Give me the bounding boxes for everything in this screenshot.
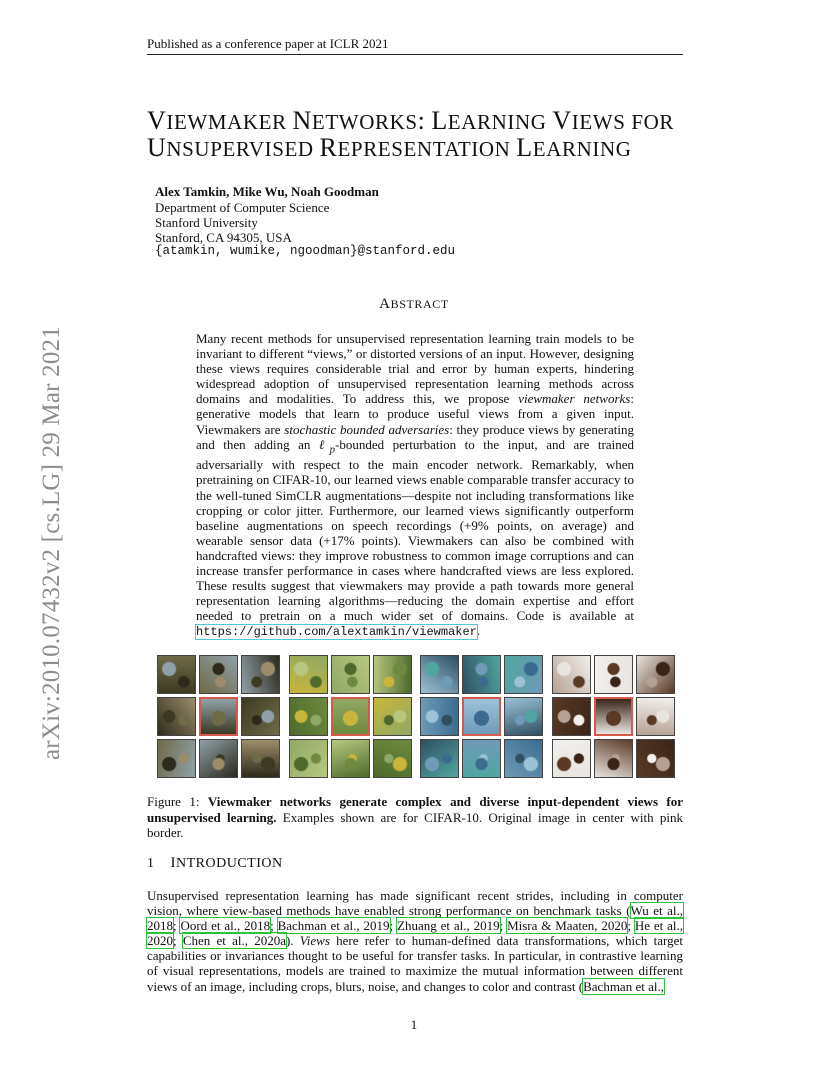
paper-title-line-1: VIEWMAKER NETWORKS: LEARNING VIEWS FOR bbox=[147, 106, 674, 135]
figure-view-ostrich bbox=[157, 655, 196, 694]
figure-view-horse bbox=[552, 655, 591, 694]
figure-view-airplane bbox=[462, 739, 501, 778]
citation-link[interactable]: Bachman et al., 2019 bbox=[277, 918, 390, 934]
term-stochastic-bounded-adversaries: stochastic bounded adversaries bbox=[284, 421, 450, 437]
figure-original-airplane bbox=[462, 697, 501, 736]
figure-view-horse bbox=[636, 655, 675, 694]
figure-view-airplane bbox=[462, 655, 501, 694]
figure-view-ostrich bbox=[157, 697, 196, 736]
figure-view-horse bbox=[552, 697, 591, 736]
figure-original-ostrich bbox=[199, 697, 238, 736]
citation-link[interactable]: Bachman et al., bbox=[583, 978, 664, 994]
page-number: 1 bbox=[410, 1017, 418, 1032]
figure-view-horse bbox=[552, 739, 591, 778]
figure-view-horse bbox=[594, 655, 633, 694]
figure-view-airplane bbox=[420, 655, 459, 694]
author-emails[interactable]: {atamkin, wumike, ngoodman}@stanford.edu bbox=[155, 244, 456, 258]
citation-link[interactable]: Wu et al., 2018 bbox=[147, 903, 684, 934]
affiliation-university: Stanford University bbox=[155, 215, 258, 230]
figure-view-bird bbox=[373, 697, 412, 736]
figure-view-ostrich bbox=[241, 739, 280, 778]
citation-link[interactable]: He et al., 2020 bbox=[147, 918, 683, 949]
figure-view-ostrich bbox=[199, 655, 238, 694]
citation-link[interactable]: Oord et al., 2018 bbox=[180, 918, 271, 934]
figure-view-ostrich bbox=[241, 655, 280, 694]
affiliation-location: Stanford, CA 94305, USA bbox=[155, 230, 292, 245]
running-head: Published as a conference paper at ICLR 2021 bbox=[147, 36, 389, 51]
abstract-heading: ABSTRACT bbox=[379, 296, 449, 312]
figure-view-airplane bbox=[420, 739, 459, 778]
figure-view-horse bbox=[636, 697, 675, 736]
author-names: Alex Tamkin, Mike Wu, Noah Goodman bbox=[155, 184, 379, 199]
figure-view-airplane bbox=[504, 697, 543, 736]
introduction-body: Unsupervised representation learning has made significant recent strides, including in computer vision, where view-based methods have enabled strong performance on benchmark tasks (Wu et al., 2018; Oord et al., 2018; Bachman et al., 2019; Zhuang et al., 2019; Misra & Maaten, 2020; He et al., 2020; Chen et al., 2020a). Views here refer to human-defined data transformations, which target capabilities or invariances thought to be useful for transfer tasks. In particular, in contrastive learning of visual representations, models are trained to maximize the mutual information between different views of an image, including crops, blurs, noise, and changes to color and contrast (Bachman et al., bbox=[147, 888, 684, 994]
figure-view-bird bbox=[289, 655, 328, 694]
section-heading-introduction: 1 INTRODUCTION bbox=[147, 855, 283, 871]
affiliation-department: Department of Computer Science bbox=[155, 200, 330, 215]
figure-view-bird bbox=[331, 655, 370, 694]
figure-view-bird bbox=[331, 739, 370, 778]
figure-view-bird bbox=[289, 739, 328, 778]
header-rule bbox=[147, 54, 683, 55]
code-url-link[interactable]: https://github.com/alextamkin/viewmaker bbox=[196, 625, 477, 640]
figure-view-airplane bbox=[504, 655, 543, 694]
arxiv-side-stamp[interactable]: arXiv:2010.07432v2 [cs.LG] 29 Mar 2021 bbox=[38, 326, 65, 760]
figure-view-horse bbox=[594, 739, 633, 778]
figure-view-airplane bbox=[420, 697, 459, 736]
figure-original-bird bbox=[331, 697, 370, 736]
paper-title-line-2: UNSUPERVISED REPRESENTATION LEARNING bbox=[147, 133, 632, 162]
figure-view-ostrich bbox=[241, 697, 280, 736]
citation-link[interactable]: Zhuang et al., 2019 bbox=[397, 918, 500, 934]
figure-view-ostrich bbox=[157, 739, 196, 778]
abstract-body: Many recent methods for unsupervised representation learning train models to be invariant to different “views,” or distorted versions of an input. However, designing these views requires considerable trial and error by human experts, hindering widespread adoption of unsupervised representation learning methods across domains and modalities. To address this, we propose viewmaker networks: generative models that learn to produce useful views from a given input. Viewmakers are stochastic bounded adversaries: they produce views by generating and then adding an ℓ$_p$-bounded perturbation to the input, and are trained adversarially with respect to the main encoder network. Remarkably, when pretraining on CIFAR-10, our learned views enable comparable transfer accuracy to the well-tuned SimCLR augmentations—despite not including transformations like cropping or color jitter. Furthermore, our learned views significantly outperform baseline augmentations on speech recordings (+9% points, on average) and wearable sensor data (+17% points). Viewmakers can also be combined with handcrafted views: they improve robustness to common image corruptions and can increase transfer performance in cases where handcrafted views are less explored. These results suggest that viewmakers may provide a path towards more general representation learning algorithms—reducing the domain expertise and effort needed to pretrain on a much wider set of domains. Code is available at https://github.com/alextamkin/viewmaker. bbox=[196, 331, 634, 640]
citation-link[interactable]: Chen et al., 2020a bbox=[182, 933, 286, 949]
term-viewmaker-networks: viewmaker networks bbox=[518, 391, 631, 407]
figure-view-ostrich bbox=[199, 739, 238, 778]
figure-view-airplane bbox=[504, 739, 543, 778]
figure-original-horse bbox=[594, 697, 633, 736]
citation-link[interactable]: Misra & Maaten, 2020 bbox=[507, 918, 628, 934]
lp-norm-symbol: ℓ$_p$ bbox=[318, 436, 335, 456]
figure-view-horse bbox=[636, 739, 675, 778]
figure-view-bird bbox=[373, 655, 412, 694]
figure-view-bird bbox=[373, 739, 412, 778]
figure-view-bird bbox=[289, 697, 328, 736]
figure-1-caption: Figure 1: Viewmaker networks generate complex and diverse input-dependent views for unsupervised learning. Examples shown are for CIFAR-10. Original image in center with pink border. bbox=[147, 794, 683, 840]
